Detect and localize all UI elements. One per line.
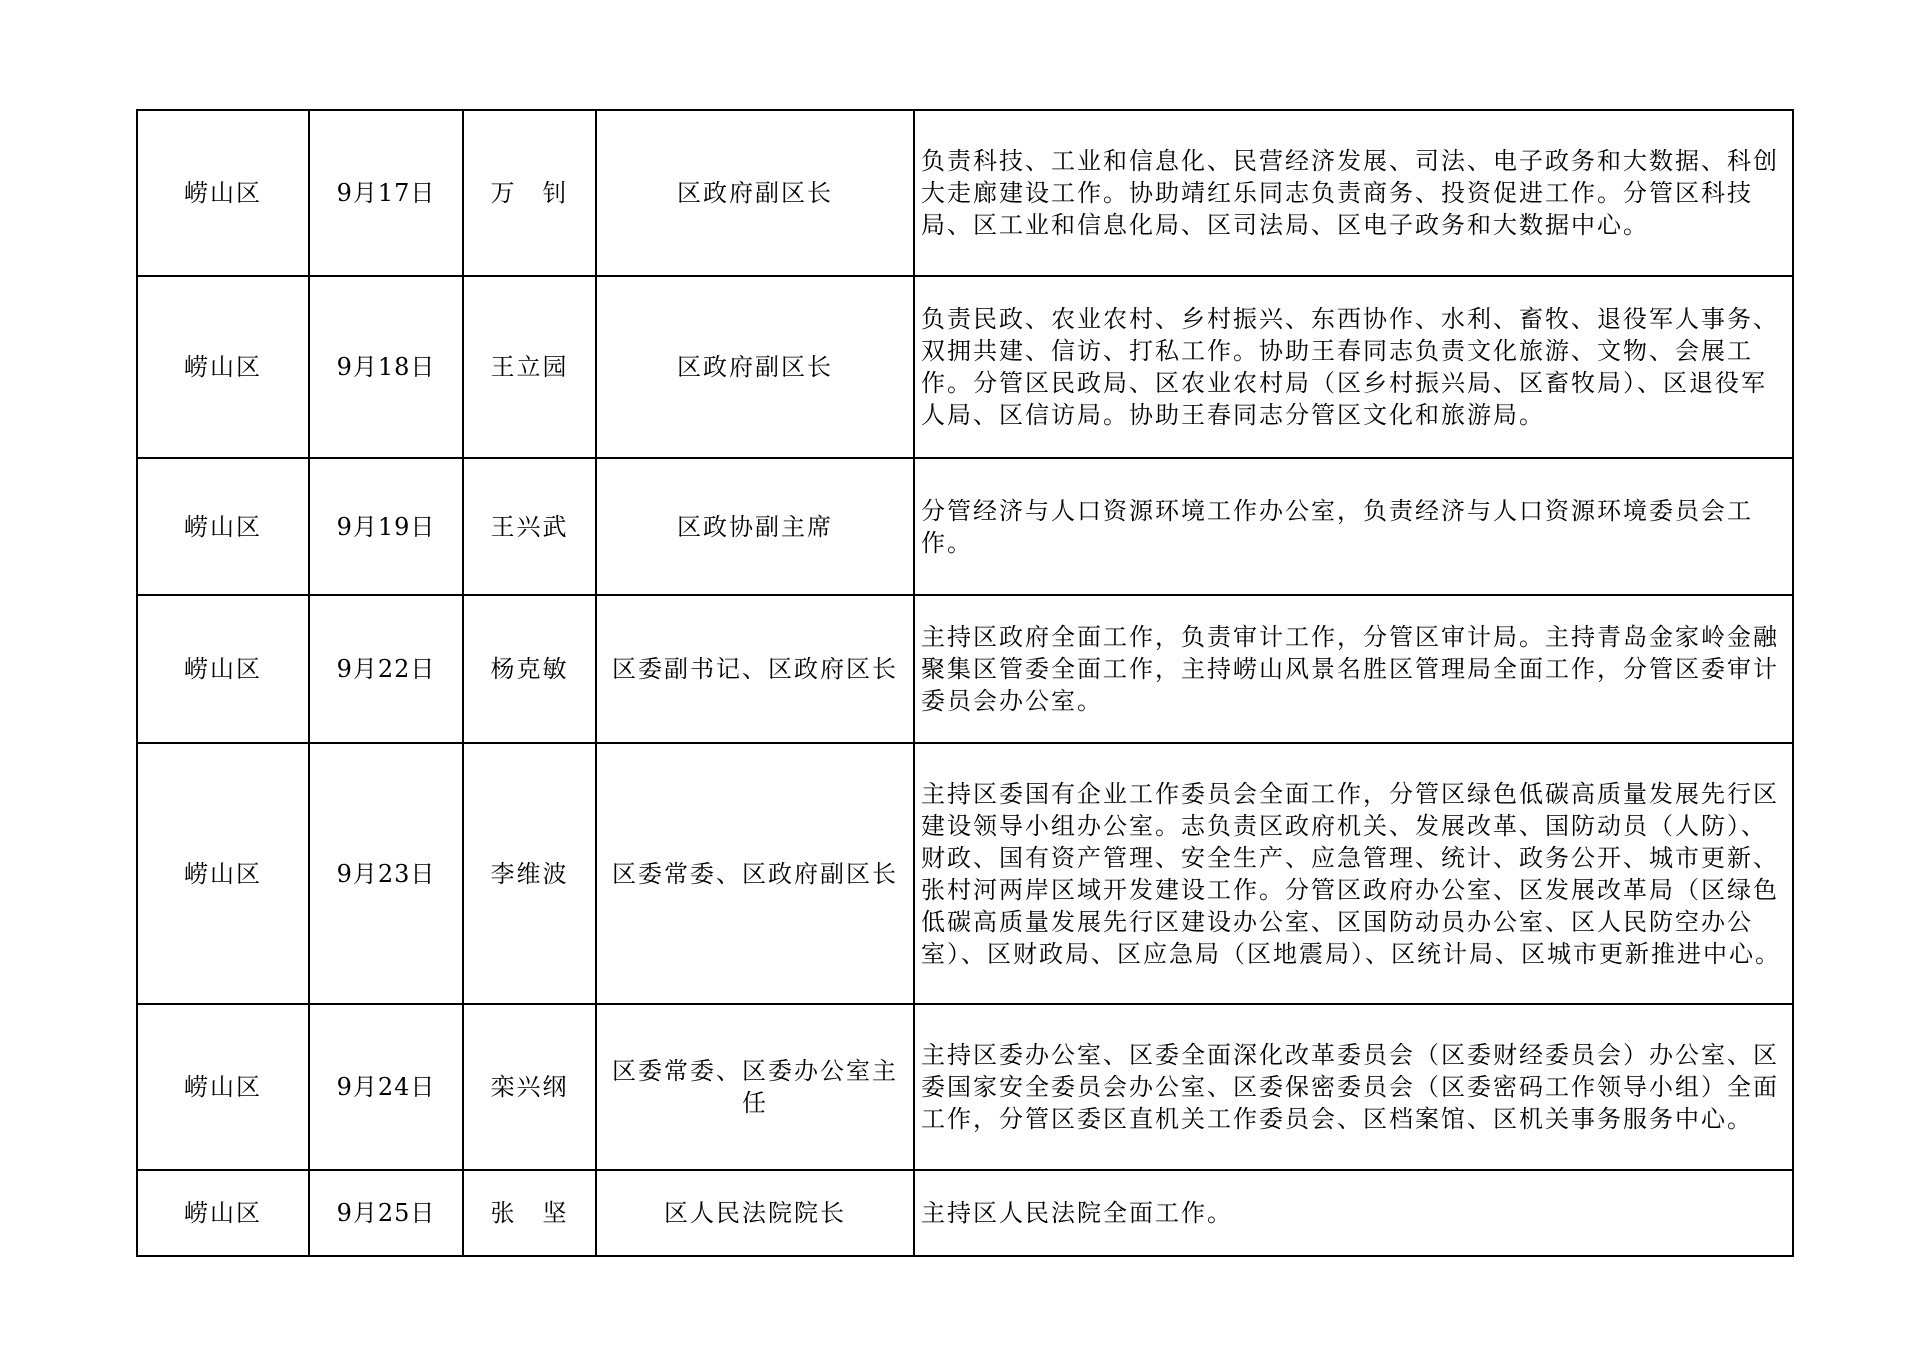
district-cell: 崂山区 [137, 743, 309, 1004]
table-row [137, 1170, 1793, 1256]
table-row [137, 743, 1793, 1004]
duties-cell: 主持区政府全面工作，负责审计工作，分管区审计局。主持青岛金家岭金融聚集区管委全面工作，主持崂山风景名胜区管理局全面工作，分管区委审计委员会办公室。 [914, 595, 1793, 743]
date-cell: 9月23日 [309, 743, 463, 1004]
position-cell: 区人民法院院长 [596, 1170, 914, 1256]
table-row [137, 595, 1793, 743]
name-cell: 王兴武 [463, 458, 596, 595]
table-row [137, 110, 1793, 276]
duties-cell: 负责科技、工业和信息化、民营经济发展、司法、电子政务和大数据、科创大走廊建设工作。协助靖红乐同志负责商务、投资促进工作。分管区科技局、区工业和信息化局、区司法局、区电子政务和大数据中心。 [914, 110, 1793, 276]
date-cell: 9月18日 [309, 276, 463, 458]
duties-cell: 主持区人民法院全面工作。 [914, 1170, 1793, 1256]
district-cell: 崂山区 [137, 110, 309, 276]
name-cell: 张 坚 [463, 1170, 596, 1256]
table-row [137, 458, 1793, 595]
date-cell: 9月24日 [309, 1004, 463, 1170]
name-cell: 栾兴纲 [463, 1004, 596, 1170]
table-row [137, 1004, 1793, 1170]
duties-cell: 主持区委办公室、区委全面深化改革委员会（区委财经委员会）办公室、区委国家安全委员会办公室、区委保密委员会（区委密码工作领导小组）全面工作，分管区委区直机关工作委员会、区档案馆、区机关事务服务中心。 [914, 1004, 1793, 1170]
name-cell: 王立园 [463, 276, 596, 458]
district-cell: 崂山区 [137, 1170, 309, 1256]
schedule-table [136, 109, 1794, 1257]
position-cell: 区政府副区长 [596, 276, 914, 458]
district-cell: 崂山区 [137, 458, 309, 595]
position-cell: 区委常委、区政府副区长 [596, 743, 914, 1004]
position-cell: 区政协副主席 [596, 458, 914, 595]
date-cell: 9月19日 [309, 458, 463, 595]
district-cell: 崂山区 [137, 1004, 309, 1170]
position-cell: 区委副书记、区政府区长 [596, 595, 914, 743]
position-cell: 区政府副区长 [596, 110, 914, 276]
table-row [137, 276, 1793, 458]
date-cell: 9月25日 [309, 1170, 463, 1256]
duties-cell: 分管经济与人口资源环境工作办公室，负责经济与人口资源环境委员会工作。 [914, 458, 1793, 595]
name-cell: 万 钊 [463, 110, 596, 276]
date-cell: 9月22日 [309, 595, 463, 743]
duties-cell: 负责民政、农业农村、乡村振兴、东西协作、水利、畜牧、退役军人事务、双拥共建、信访、打私工作。协助王春同志负责文化旅游、文物、会展工作。分管区民政局、区农业农村局（区乡村振兴局、区畜牧局）、区退役军人局、区信访局。协助王春同志分管区文化和旅游局。 [914, 276, 1793, 458]
date-cell: 9月17日 [309, 110, 463, 276]
district-cell: 崂山区 [137, 276, 309, 458]
duties-cell: 主持区委国有企业工作委员会全面工作，分管区绿色低碳高质量发展先行区建设领导小组办公室。志负责区政府机关、发展改革、国防动员（人防）、财政、国有资产管理、安全生产、应急管理、统计、政务公开、城市更新、张村河两岸区域开发建设工作。分管区政府办公室、区发展改革局（区绿色低碳高质量发展先行区建设办公室、区国防动员办公室、区人民防空办公室）、区财政局、区应急局（区地震局）、区统计局、区城市更新推进中心。 [914, 743, 1793, 1004]
position-cell: 区委常委、区委办公室主任 [596, 1004, 914, 1170]
district-cell: 崂山区 [137, 595, 309, 743]
name-cell: 李维波 [463, 743, 596, 1004]
name-cell: 杨克敏 [463, 595, 596, 743]
